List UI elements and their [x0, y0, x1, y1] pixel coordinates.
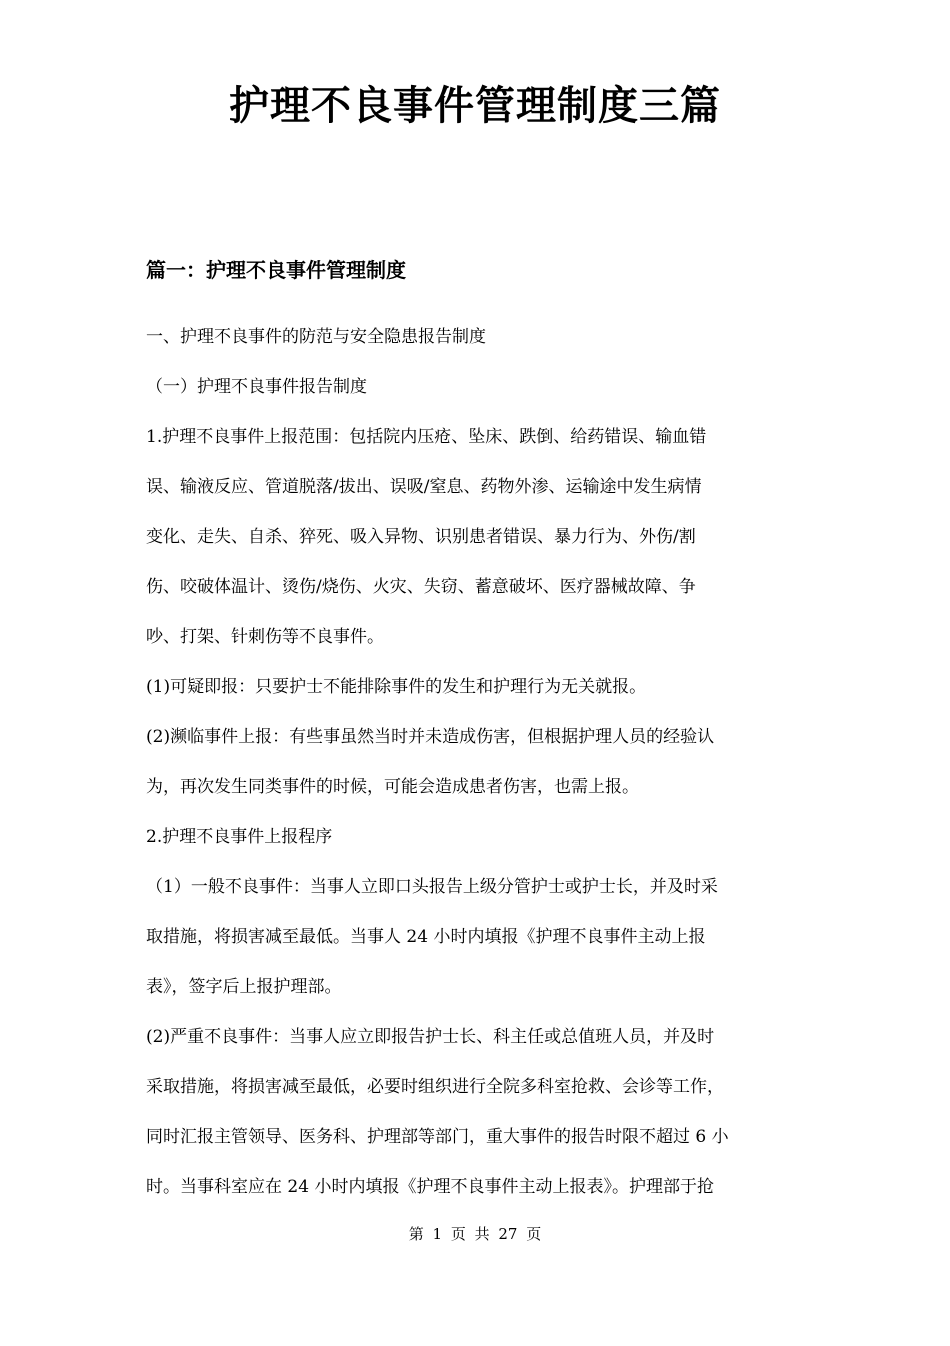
text-line: 为，再次发生同类事件的时候，可能会造成患者伤害，也需上报。 [146, 777, 639, 797]
text-line: 2.护理不良事件上报程序 [146, 827, 333, 847]
text-line: (2)濒临事件上报：有些事虽然当时并未造成伤害，但根据护理人员的经验认 [146, 727, 715, 747]
text-line: 取措施，将损害减至最低。当事人 24 小时内填报《护理不良事件主动上报 [146, 927, 706, 947]
text-line: (2)严重不良事件：当事人应立即报告护士长、科主任或总值班人员，并及时 [146, 1027, 715, 1047]
text-line: 时。当事科室应在 24 小时内填报《护理不良事件主动上报表》。护理部于抢 [146, 1177, 714, 1197]
body-text [146, 312, 810, 1212]
text-line: 变化、走失、自杀、猝死、吸入异物、识别患者错误、暴力行为、外伤/割 [146, 527, 696, 547]
text-line: （一）护理不良事件报告制度 [146, 377, 367, 397]
text-line: 同时汇报主管领导、医务科、护理部等部门，重大事件的报告时限不超过 6 小 [146, 1127, 729, 1147]
page-number-footer: 第 1 页 共 27 页 [408, 1225, 542, 1243]
text-line: 一、护理不良事件的防范与安全隐患报告制度 [146, 327, 486, 347]
text-line: (1)可疑即报：只要护士不能排除事件的发生和护理行为无关就报。 [146, 677, 647, 697]
section-heading: 篇一：护理不良事件管理制度 [146, 258, 406, 282]
text-line: 采取措施，将损害减至最低，必要时组织进行全院多科室抢救、会诊等工作， [146, 1077, 724, 1097]
text-line: 伤、咬破体温计、烫伤/烧伤、火灾、失窃、蓄意破坏、医疗器械故障、争 [146, 577, 696, 597]
text-line: 吵、打架、针刺伤等不良事件。 [146, 627, 384, 647]
text-line: （1）一般不良事件：当事人立即口头报告上级分管护士或护士长，并及时采 [146, 877, 718, 897]
document-title: 护理不良事件管理制度三篇 [229, 83, 721, 129]
text-line: 1.护理不良事件上报范围：包括院内压疮、坠床、跌倒、给药错误、输血错 [146, 427, 707, 447]
text-line: 表》，签字后上报护理部。 [146, 977, 342, 997]
text-line: 误、输液反应、管道脱落/拔出、误吸/窒息、药物外渗、运输途中发生病情 [146, 477, 702, 497]
